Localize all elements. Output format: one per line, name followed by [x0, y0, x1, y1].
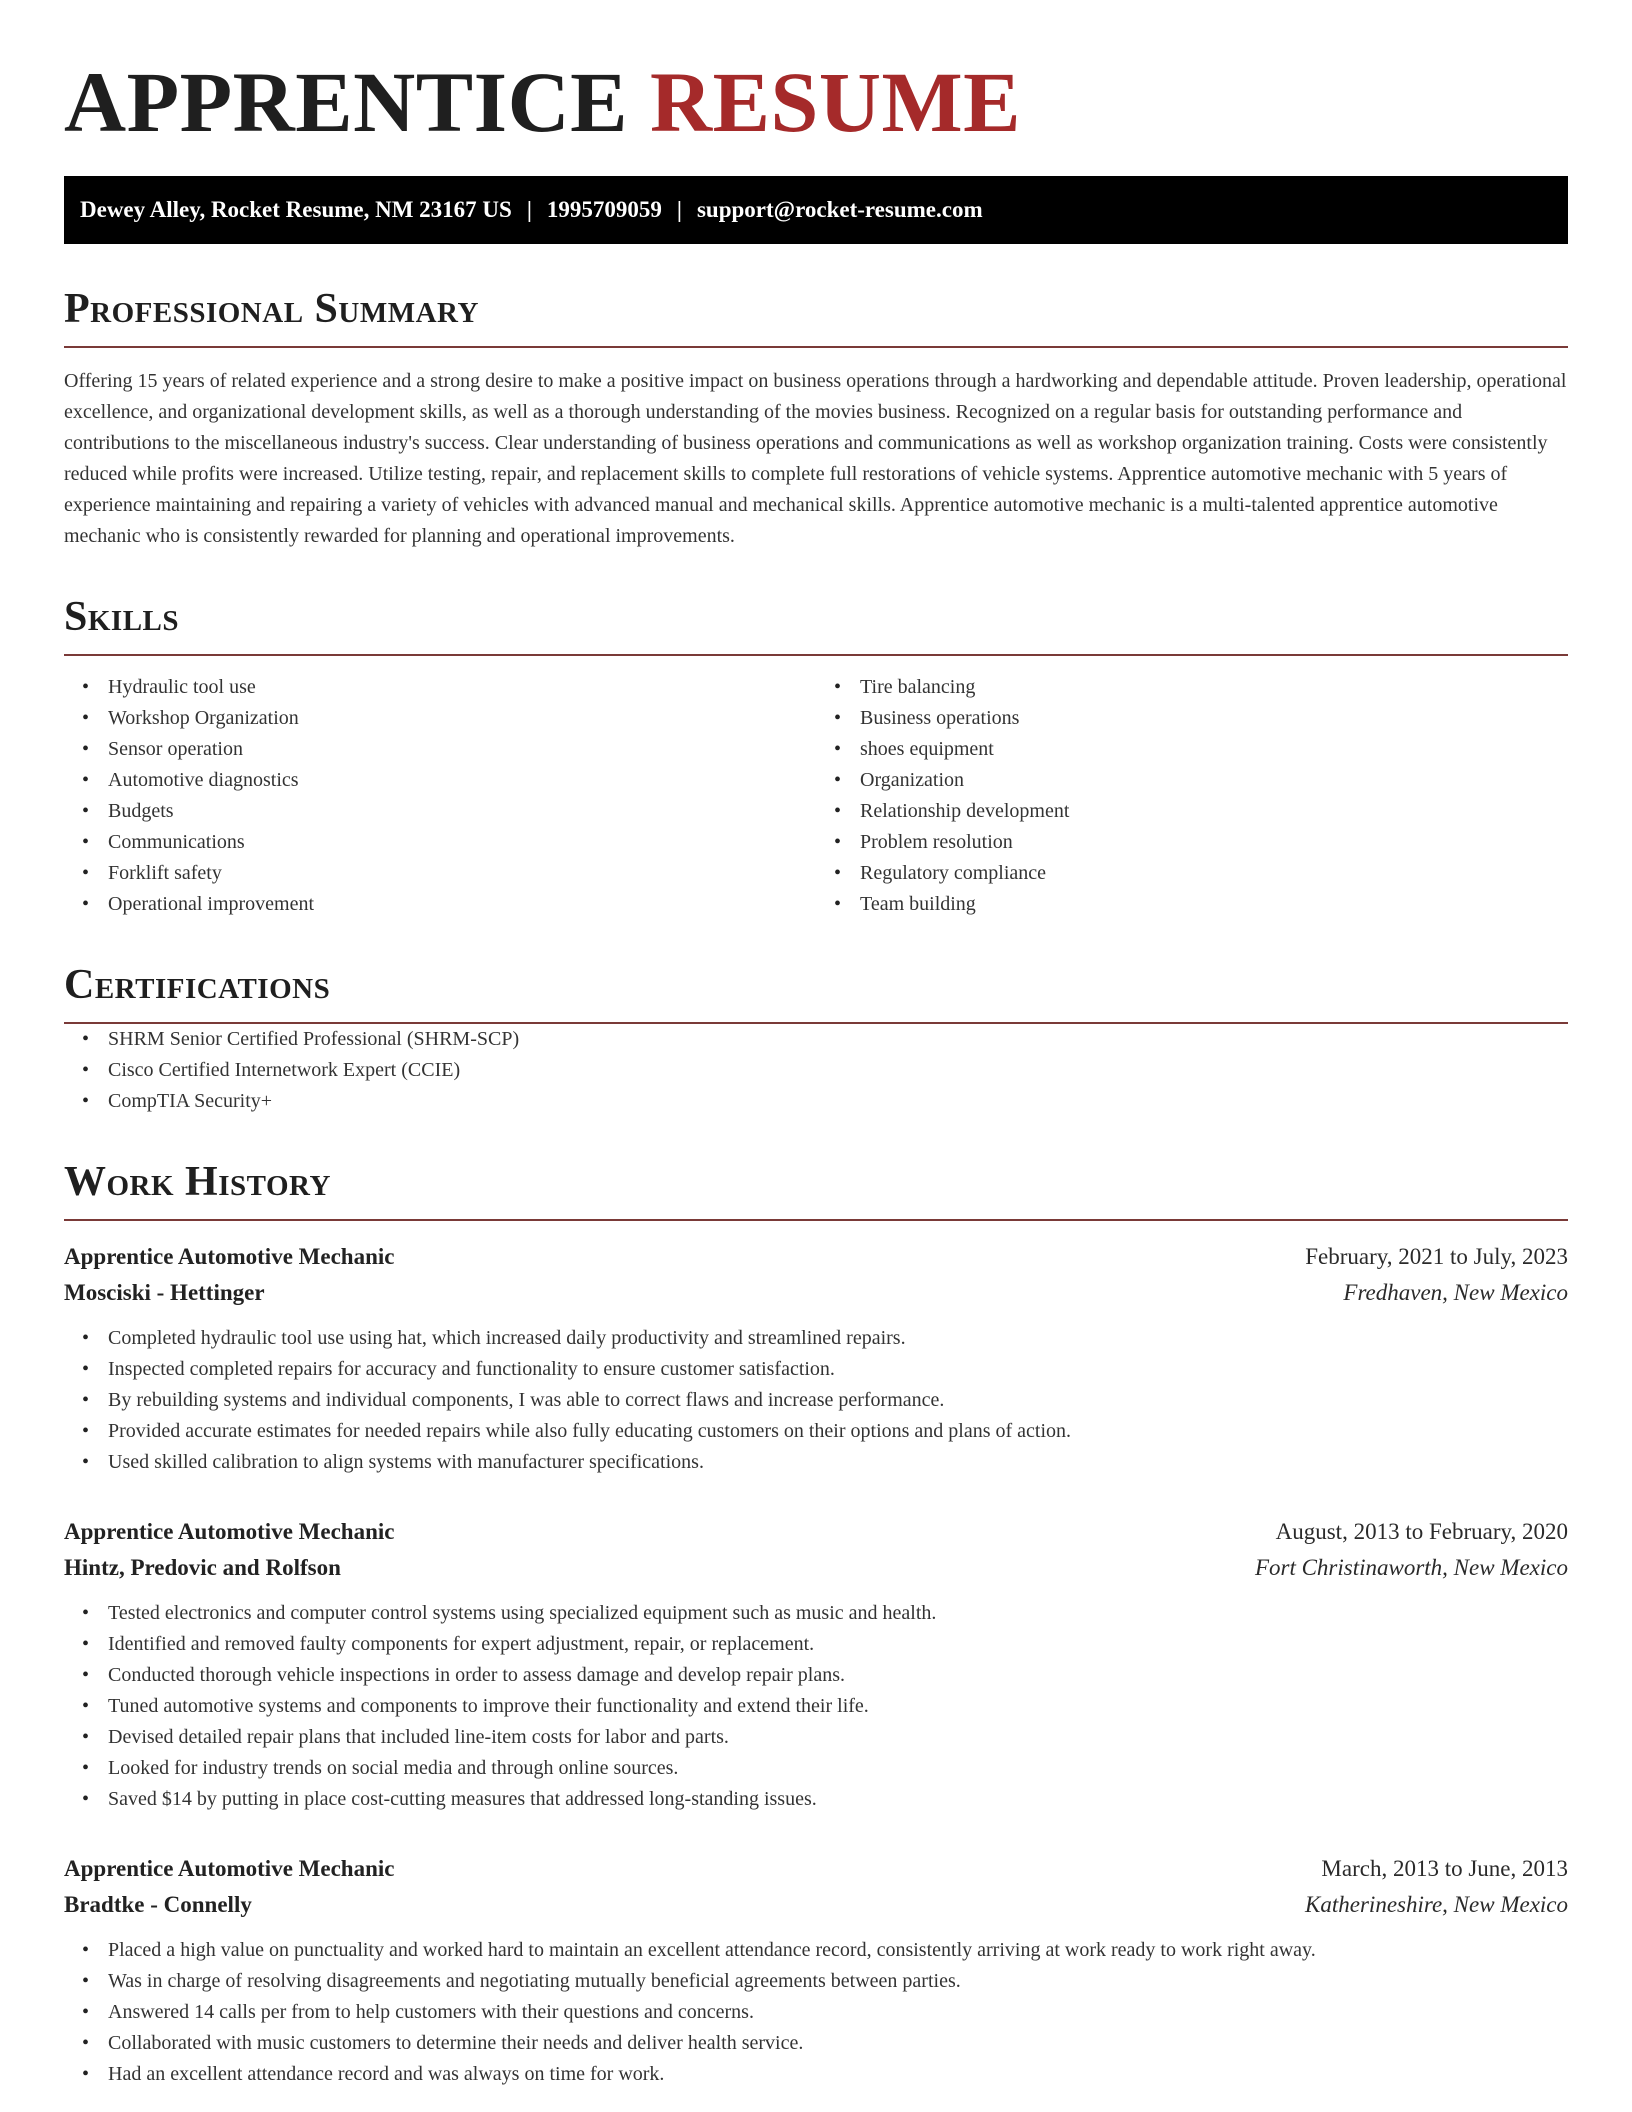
summary-section: [64, 284, 1568, 552]
job-location: Fort Christinaworth, New Mexico: [1254, 1555, 1568, 1580]
job-bullet: • Identified and removed faulty components for expert adjustment, repair, or replacement.: [108, 1629, 1568, 1660]
skill-item: • Organization: [860, 765, 1568, 796]
skill-item: • shoes equipment: [860, 734, 1568, 765]
skill-item: • Workshop Organization: [108, 703, 816, 734]
job-bullet: • Used skilled calibration to align systems with manufacturer specifications.: [108, 1447, 1568, 1478]
job-location: Fredhaven, New Mexico: [1343, 1280, 1568, 1305]
skills-list-right: [816, 672, 1568, 920]
job-bullet: • Was in charge of resolving disagreements and negotiating mutually beneficial agreements between parties.: [108, 1966, 1568, 1997]
job-subheader-row: [64, 1275, 1568, 1311]
skills-heading: Skills: [64, 592, 1568, 656]
skills-section: [64, 592, 1568, 920]
skill-item: • Tire balancing: [860, 672, 1568, 703]
skill-item: • Team building: [860, 889, 1568, 920]
skill-item: • Hydraulic tool use: [108, 672, 816, 703]
skill-item: • Forklift safety: [108, 858, 816, 889]
certification-item: • SHRM Senior Certified Professional (SHRM-SCP): [108, 1024, 1568, 1055]
job-bullet: • Provided accurate estimates for needed repairs while also fully educating customers on their options and plans of action.: [108, 1416, 1568, 1447]
certifications-heading: Certifications: [64, 960, 1568, 1024]
job-company: Mosciski - Hettinger: [64, 1280, 265, 1305]
job-bullet: • Had an excellent attendance record and was always on time for work.: [108, 2059, 1568, 2090]
job-entry: [64, 1239, 1568, 1478]
skill-item: • Communications: [108, 827, 816, 858]
job-bullet: • Devised detailed repair plans that included line-item costs for labor and parts.: [108, 1722, 1568, 1753]
job-bullet: • By rebuilding systems and individual components, I was able to correct flaws and increase performance.: [108, 1385, 1568, 1416]
skill-item: • Budgets: [108, 796, 816, 827]
job-company: Bradtke - Connelly: [64, 1892, 252, 1917]
contact-phone: 1995709059: [546, 197, 662, 222]
job-header-row: [64, 1851, 1568, 1887]
skill-item: • Relationship development: [860, 796, 1568, 827]
skill-item: • Regulatory compliance: [860, 858, 1568, 889]
job-bullet: • Tuned automotive systems and components to improve their functionality and extend their life.: [108, 1691, 1568, 1722]
job-header-row: [64, 1514, 1568, 1550]
skill-item: • Sensor operation: [108, 734, 816, 765]
job-bullet: • Conducted thorough vehicle inspections in order to assess damage and develop repair plans.: [108, 1660, 1568, 1691]
job-dates: February, 2021 to July, 2023: [1305, 1244, 1568, 1269]
job-header-row: [64, 1239, 1568, 1275]
job-bullet: • Tested electronics and computer control systems using specialized equipment such as music and health.: [108, 1598, 1568, 1629]
title-second-word: RESUME: [650, 54, 1021, 150]
summary-heading: Professional Summary: [64, 284, 1568, 348]
contact-separator: |: [526, 197, 532, 222]
job-bullets: [64, 1935, 1568, 2090]
skills-grid: [64, 672, 1568, 920]
title-first-word: APPRENTICE: [64, 54, 629, 150]
job-bullet: • Inspected completed repairs for accuracy and functionality to ensure customer satisfaction.: [108, 1354, 1568, 1385]
job-location: Katherineshire, New Mexico: [1305, 1892, 1568, 1917]
job-title: Apprentice Automotive Mechanic: [64, 1244, 395, 1269]
certifications-section: [64, 960, 1568, 1117]
job-bullet: • Looked for industry trends on social media and through online sources.: [108, 1753, 1568, 1784]
job-dates: March, 2013 to June, 2013: [1321, 1856, 1568, 1881]
job-bullet: • Saved $14 by putting in place cost-cutting measures that addressed long-standing issues.: [108, 1784, 1568, 1815]
work-history-heading: Work History: [64, 1157, 1568, 1221]
certifications-list: [64, 1024, 1568, 1117]
job-bullet: • Completed hydraulic tool use using hat, which increased daily productivity and streamlined repairs.: [108, 1323, 1568, 1354]
work-history-section: [64, 1157, 1568, 2090]
contact-email: support@rocket-resume.com: [696, 197, 983, 222]
job-title: Apprentice Automotive Mechanic: [64, 1519, 395, 1544]
skills-column-left: [64, 672, 816, 920]
skill-item: • Business operations: [860, 703, 1568, 734]
job-dates: August, 2013 to February, 2020: [1275, 1519, 1568, 1544]
skills-column-right: [816, 672, 1568, 920]
contact-separator: |: [676, 197, 682, 222]
job-entry: [64, 1514, 1568, 1815]
job-entry: [64, 1851, 1568, 2090]
job-bullet: • Answered 14 calls per from to help customers with their questions and concerns.: [108, 1997, 1568, 2028]
job-bullet: • Collaborated with music customers to determine their needs and deliver health service.: [108, 2028, 1568, 2059]
skills-list-left: [64, 672, 816, 920]
job-title: Apprentice Automotive Mechanic: [64, 1856, 395, 1881]
skill-item: • Operational improvement: [108, 889, 816, 920]
skill-item: • Problem resolution: [860, 827, 1568, 858]
certification-item: • Cisco Certified Internetwork Expert (CCIE): [108, 1055, 1568, 1086]
certification-item: • CompTIA Security+: [108, 1086, 1568, 1117]
contact-address: Dewey Alley, Rocket Resume, NM 23167 US: [80, 197, 512, 222]
job-bullet: • Placed a high value on punctuality and worked hard to maintain an excellent attendance record, consistently arriving at work ready to work right away.: [108, 1935, 1568, 1966]
resume-title: [64, 52, 1568, 152]
job-subheader-row: [64, 1550, 1568, 1586]
job-bullets: [64, 1323, 1568, 1478]
contact-bar: [64, 176, 1568, 244]
job-bullets: [64, 1598, 1568, 1815]
job-subheader-row: [64, 1887, 1568, 1923]
job-company: Hintz, Predovic and Rolfson: [64, 1555, 341, 1580]
skill-item: • Automotive diagnostics: [108, 765, 816, 796]
summary-text: Offering 15 years of related experience and a strong desire to make a positive impact on business operations through a hardworking and dependable attitude. Proven leadership, operational excellence, and organizational development skills, as well as a thorough understanding of the movies business. Recognized on a regular basis for outstanding performance and contributions to the miscellaneous industry's success. Clear understanding of business operations and communications as well as workshop organization training. Costs were consistently reduced while profits were increased. Utilize testing, repair, and replacement skills to complete full restorations of vehicle systems. Apprentice automotive mechanic with 5 years of experience maintaining and repairing a variety of vehicles with advanced manual and mechanical skills. Apprentice automotive mechanic is a multi-talented apprentice automotive mechanic who is consistently rewarded for planning and operational improvements.: [64, 370, 1567, 547]
